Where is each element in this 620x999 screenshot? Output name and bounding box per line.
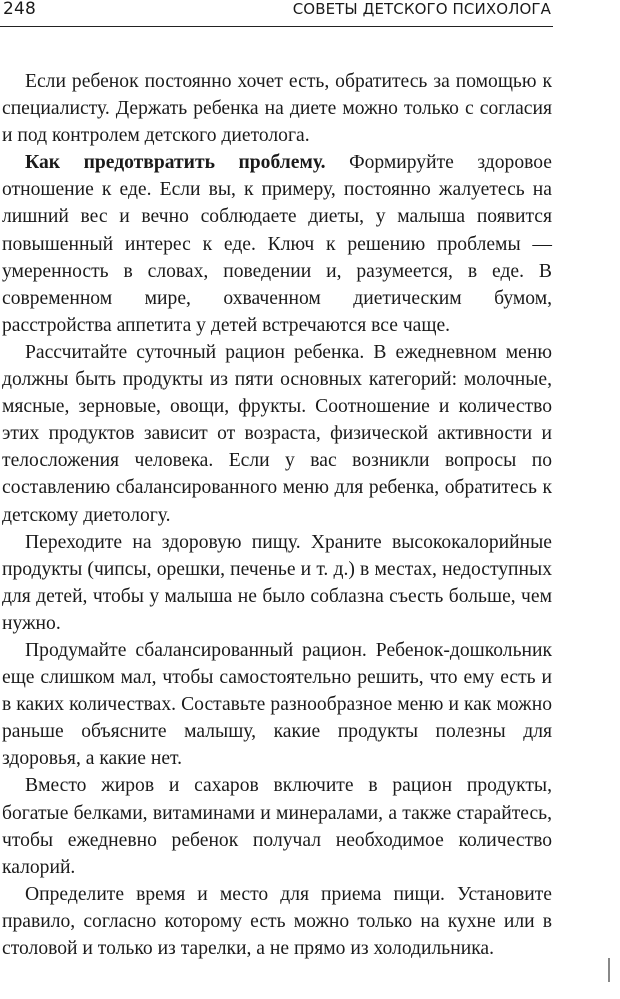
paragraph-7 xyxy=(2,881,552,962)
paragraph-text: Переходите на здоровую пищу. Храните высококалорийные продукты (чипсы, орешки, печенье и т. д.) в местах, недоступных для детей, чтобы у малыша не было соблазна съесть больше, чем нужно. xyxy=(2,531,552,634)
paragraph-3 xyxy=(2,339,552,529)
paragraph-1 xyxy=(2,68,552,149)
page-number: 248 xyxy=(3,0,37,19)
paragraph-text: Определите время и место для приема пищи. Установите правило, согласно которому есть можно только на кухне или в столовой и только из тарелки, а не прямо из холодильника. xyxy=(2,883,552,959)
paragraph-5 xyxy=(2,637,552,772)
body-text xyxy=(2,68,552,962)
running-title: СОВЕТЫ ДЕТСКОГО ПСИХОЛОГА xyxy=(292,0,551,18)
scan-edge-mark xyxy=(608,958,610,982)
paragraph-2 xyxy=(2,149,552,339)
paragraph-4 xyxy=(2,529,552,637)
paragraph-lead: Как предотвратить проблему. xyxy=(25,152,326,174)
page-header xyxy=(0,0,553,27)
paragraph-text: Продумайте сбалансированный рацион. Ребенок-дошкольник еще слишком мал, чтобы самостоятельно решить, что ему есть и в каких количествах. Составьте разнообразное меню и как можно раньше объясните малышу, какие продукты полезны для здоровья, а какие нет. xyxy=(2,639,552,770)
paragraph-6 xyxy=(2,772,552,880)
paragraph-text: Если ребенок постоянно хочет есть, обратитесь за помощью к специалисту. Держать ребенка на диете можно только с согласия и под контролем детского диетолога. xyxy=(2,71,552,147)
paragraph-text: Формируйте здоровое отношение к еде. Если вы, к примеру, постоянно жалуетесь на лишний вес и вечно соблюдаете диеты, у малыша появится повышенный интерес к еде. Ключ к решению проблемы — умеренность в словах, поведении и, разумеется, в еде. В современном мире, охваченном диетическим бумом, расстройства аппетита у детей встречаются все чаще. xyxy=(2,152,552,336)
paragraph-text: Рассчитайте суточный рацион ребенка. В ежедневном меню должны быть продукты из пяти основных категорий: молочные, мясные, зерновые, овощи, фрукты. Соотношение и количество этих продуктов зависит от возраста, физической активности и телосложения человека. Если у вас возникли вопросы по составлению сбалансированного меню для ребенка, обратитесь к детскому диетологу. xyxy=(2,341,552,526)
paragraph-text: Вместо жиров и сахаров включите в рацион продукты, богатые белками, витаминами и минералами, а также старайтесь, чтобы ежедневно ребенок получал необходимое количество калорий. xyxy=(2,775,552,878)
